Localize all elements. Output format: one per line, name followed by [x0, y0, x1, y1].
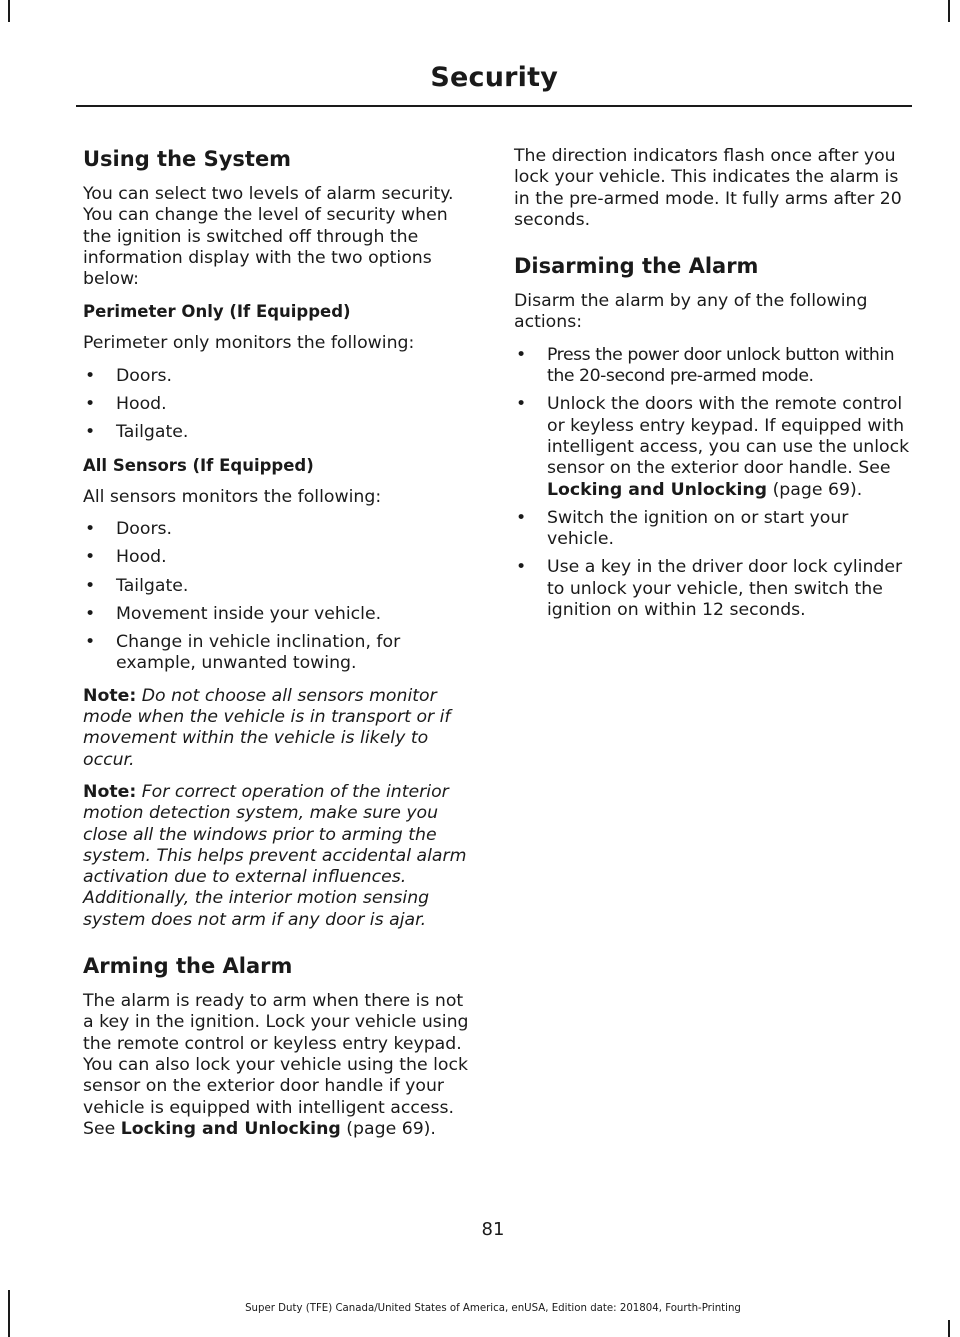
crop-mark	[8, 0, 10, 22]
section-heading-disarming: Disarming the Alarm	[514, 254, 759, 279]
perimeter-intro: Perimeter only monitors the following:	[83, 333, 415, 354]
perimeter-list	[83, 366, 479, 444]
section-heading-using-system: Using the System	[83, 147, 292, 171]
direction-indicators-paragraph: The direction indicators flash once after you lock your vehicle. This indicates the alarm is in the pre-armed mode. It fully arms after 20 seconds.	[514, 146, 902, 230]
list-item: • Change in vehicle inclination, for example, unwanted towing.	[83, 632, 479, 675]
page-number: 81	[481, 1219, 505, 1240]
header-divider	[76, 105, 912, 107]
subheading-perimeter-only: Perimeter Only (If Equipped)	[83, 302, 351, 322]
list-item: • Switch the ignition on or start your vehicle.	[514, 508, 910, 551]
using-system-paragraph: You can select two levels of alarm security. You can change the level of security when the ignition is switched off through the information display with the two options below:	[83, 184, 454, 290]
page-reference: (page 69).	[772, 479, 863, 500]
all-sensors-list	[83, 519, 479, 675]
note-label: Note:	[83, 685, 137, 706]
arming-paragraph	[83, 991, 479, 1140]
crop-mark	[948, 0, 950, 22]
footer-edition: Super Duty (TFE) Canada/United States of America, enUSA, Edition date: 201804, Fourth-Printing	[245, 1303, 741, 1314]
crop-mark	[948, 1320, 950, 1337]
note-text: Do not choose all sensors monitor mode when the vehicle is in transport or if movement within the vehicle is likely to occur.	[83, 685, 451, 770]
list-item	[514, 394, 910, 500]
list-item: • Use a key in the driver door lock cylinder to unlock your vehicle, then switch the ignition on within 12 seconds.	[514, 557, 910, 621]
arming-text: The alarm is ready to arm when there is not a key in the ignition. Lock your vehicle using the remote control or keyless entry keypad. You can also lock your vehicle using the lock sensor on the exterior door handle if your vehicle is equipped with intelligent access. See	[83, 991, 469, 1139]
list-item-text: Unlock the doors with the remote control or keyless entry keypad. If equipped with intelligent access, you can use the unlock sensor on the exterior door handle. See	[547, 394, 910, 479]
note-label: Note:	[83, 781, 137, 802]
list-item: • Press the power door unlock button within the 20-second pre-armed mode.	[514, 345, 910, 388]
list-item: • Hood.	[83, 547, 479, 568]
list-item: • Tailgate.	[83, 576, 479, 597]
cross-reference-link[interactable]: Locking and Unlocking	[120, 1118, 341, 1139]
list-item: • Tailgate.	[83, 422, 479, 443]
list-item: • Hood.	[83, 394, 479, 415]
note-text: For correct operation of the interior motion detection system, make sure you close all the windows prior to arming the system. This helps prevent accidental alarm activation due to external influences. Additionally, the interior motion sensing system does not arm if any door is ajar.	[83, 781, 467, 930]
note-2	[83, 782, 479, 931]
left-column	[83, 146, 479, 1151]
page-title: Security	[430, 62, 558, 93]
note-1	[83, 686, 479, 771]
subheading-all-sensors: All Sensors (If Equipped)	[83, 455, 314, 475]
right-column	[514, 146, 910, 632]
disarming-list	[514, 345, 910, 622]
list-item: • Doors.	[83, 519, 479, 540]
disarming-intro: Disarm the alarm by any of the following actions:	[514, 291, 868, 333]
cross-reference-link[interactable]: Locking and Unlocking	[547, 479, 768, 500]
list-item: • Doors.	[83, 366, 479, 387]
list-item: • Movement inside your vehicle.	[83, 604, 479, 625]
section-heading-arming: Arming the Alarm	[83, 954, 293, 979]
all-sensors-intro: All sensors monitors the following:	[83, 486, 382, 507]
page-reference: (page 69).	[346, 1118, 436, 1139]
